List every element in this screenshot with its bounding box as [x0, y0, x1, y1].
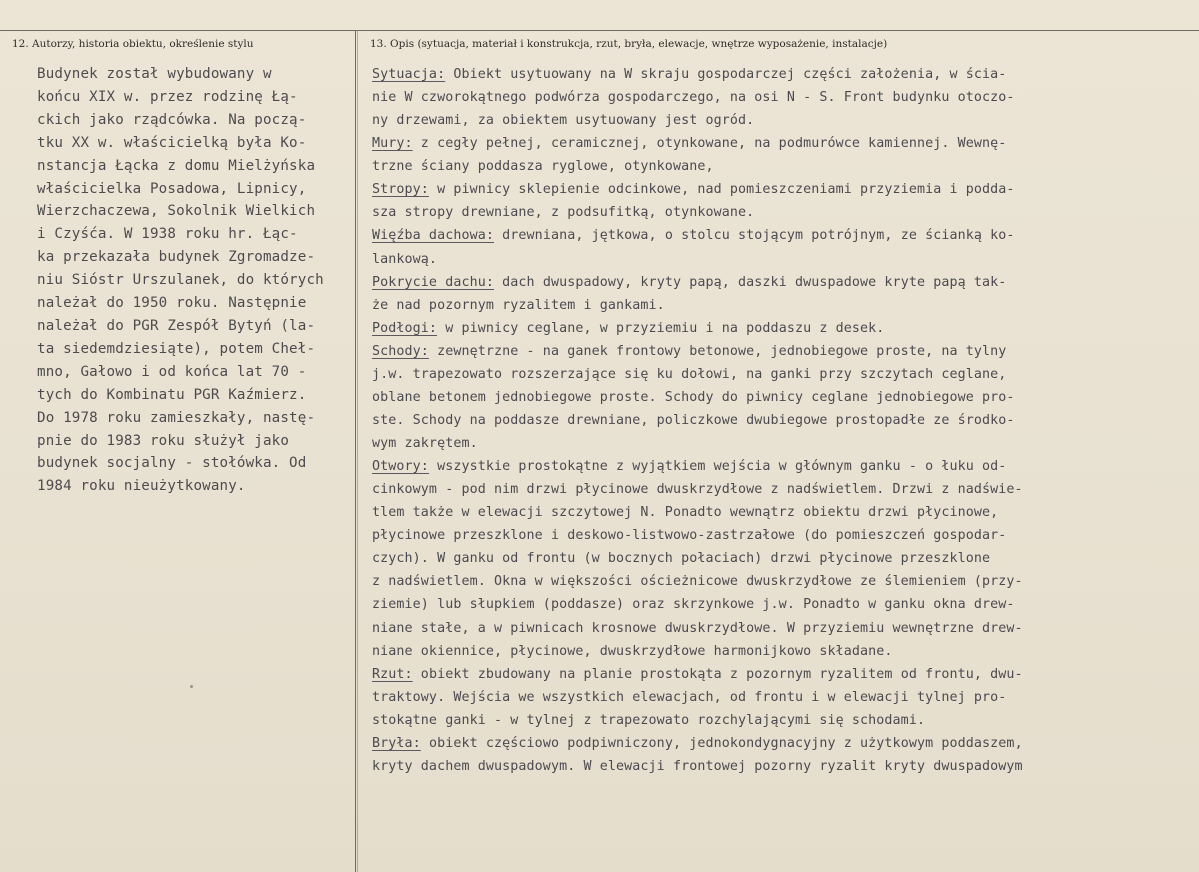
description-line — [372, 271, 1187, 294]
description-text-block — [372, 63, 1187, 778]
paper-speck — [190, 685, 193, 688]
line-text: obiekt częściowo podpiwniczony, jednokondygnacyjny z użytkowym poddaszem, — [420, 735, 1023, 751]
line-text: z cegły pełnej, ceramicznej, otynkowane, na podmurówce kamiennej. Wewnę- — [412, 136, 1007, 152]
description-line — [372, 248, 1187, 271]
description-line — [372, 640, 1187, 663]
column-12-heading: 12. Autorzy, historia obiektu, określenie stylu — [12, 38, 254, 50]
description-line — [372, 224, 1187, 247]
header-divider — [0, 30, 1199, 31]
line-text: nie W czworokątnego podwórza gospodarczego, na osi N - S. Front budynku otoczo- — [372, 90, 1015, 106]
history-line: końcu XIX w. przez rodzinę Łą- — [37, 88, 298, 105]
line-text: sza stropy drewniane, z podsufitką, otynkowane. — [372, 205, 755, 221]
description-line — [372, 455, 1187, 478]
column-13-heading: 13. Opis (sytuacja, materiał i konstrukcja, rzut, bryła, elewacje, wnętrze wyposażenie, instalacje) — [370, 38, 888, 50]
history-line: tku XX w. właścicielką była Ko- — [37, 134, 307, 151]
history-line: 1984 roku nieużytkowany. — [37, 478, 246, 495]
line-text: wym zakrętem. — [372, 436, 478, 451]
description-line — [372, 593, 1187, 616]
section-label: Pokrycie dachu: — [372, 274, 495, 290]
description-line — [372, 478, 1187, 501]
line-text: trzne ściany poddasza ryglowe, otynkowane, — [372, 159, 714, 175]
section-label: Podłogi: — [372, 320, 438, 336]
section-label: Sytuacja: — [372, 67, 446, 82]
line-text: czych). W ganku od frontu (w bocznych połaciach) drzwi płycinowe przeszklone — [372, 551, 991, 567]
line-text: ste. Schody na poddasze drewniane, policzkowe dwubiegowe prostopadłe ze środko- — [372, 412, 1015, 428]
history-line: ta siedemdziesiąte), potem Cheł- — [37, 340, 316, 357]
description-line — [372, 86, 1187, 109]
history-line: Wierzchaczewa, Sokolnik Wielkich — [37, 203, 316, 220]
history-line: pnie do 1983 roku służył jako — [37, 432, 290, 449]
line-text: dach dwuspadowy, kryty papą, daszki dwuspadowe kryte papą tak- — [494, 274, 1007, 290]
description-line — [372, 386, 1187, 409]
history-line: należał do 1950 roku. Następnie — [37, 295, 307, 312]
section-label: Otwory: — [372, 459, 429, 475]
line-text: traktowy. Wejścia we wszystkich elewacjach, od frontu i w elewacji tylnej pro- — [372, 689, 1007, 705]
description-line — [372, 363, 1187, 386]
history-line: mno, Gałowo i od końca lat 70 - — [37, 363, 307, 380]
description-line — [372, 524, 1187, 547]
description-line — [372, 294, 1187, 317]
history-line: nstancja Łącka z domu Mielżyńska — [37, 157, 316, 174]
line-text: wszystkie prostokątne z wyjątkiem wejścia w głównym ganku - o łuku od- — [428, 459, 1007, 475]
history-line: i Czyśća. W 1938 roku hr. Łąc- — [37, 226, 298, 243]
line-text: tlem także w elewacji szczytowej N. Ponadto wewnątrz obiektu drzwi płycinowe, — [372, 505, 999, 521]
line-text: obiekt zbudowany na planie prostokąta z pozornym ryzalitem od frontu, dwu- — [412, 666, 1023, 682]
line-text: drewniana, jętkowa, o stolcu stojącym potrójnym, ze ścianką ko- — [494, 228, 1015, 244]
line-text: ny drzewami, za obiektem usytuowany jest ogród. — [372, 113, 755, 129]
description-line — [372, 432, 1187, 455]
description-line — [372, 155, 1187, 178]
description-line — [372, 663, 1187, 686]
section-label: Więźba dachowa: — [372, 228, 495, 244]
section-label: Mury: — [372, 136, 413, 152]
history-line: ka przekazała budynek Zgromadze- — [37, 249, 316, 266]
line-text: stokątne ganki - w tylnej z trapezowato rozchylającymi się schodami. — [372, 712, 926, 728]
description-line — [372, 709, 1187, 732]
history-line: budynek socjalny - stołówka. Od — [37, 455, 307, 472]
history-line: Budynek został wybudowany w — [37, 66, 272, 82]
description-line — [372, 340, 1187, 363]
line-text: płycinowe przeszklone i deskowo-listwowo-zastrzałowe (do pomieszczeń gospodar- — [372, 528, 1007, 544]
line-text: lankową. — [372, 251, 438, 267]
history-line: tych do Kombinatu PGR Kaźmierz. — [37, 386, 307, 403]
line-text: Obiekt usytuowany na W skraju gospodarczej części założenia, w ścia- — [445, 67, 1007, 82]
description-line — [372, 63, 1187, 86]
description-line — [372, 317, 1187, 340]
column-divider — [355, 30, 356, 872]
description-line — [372, 201, 1187, 224]
section-label: Rzut: — [372, 666, 413, 682]
description-line — [372, 109, 1187, 132]
section-label: Schody: — [372, 343, 429, 359]
description-line — [372, 732, 1187, 755]
line-text: oblane betonem jednobiegowe proste. Schody do piwnicy ceglane jednobiegowe pro- — [372, 389, 1015, 405]
line-text: w piwnicy ceglane, w przyziemiu i na poddaszu z desek. — [437, 320, 885, 336]
line-text: kryty dachem dwuspadowym. W elewacji frontowej pozorny ryzalit kryty dwuspadowym — [372, 758, 1023, 774]
line-text: niane stałe, a w piwnicach krosnowe dwuskrzydłowe. W przyziemiu wewnętrzne drew- — [372, 620, 1023, 636]
description-line — [372, 755, 1187, 778]
history-line: niu Sióstr Urszulanek, do których — [37, 272, 324, 289]
description-line — [372, 617, 1187, 640]
history-line: Do 1978 roku zamieszkały, nastę- — [37, 409, 316, 426]
line-text: j.w. trapezowato rozszerzające się ku dołowi, na ganki przy szczytach ceglane, — [372, 366, 1007, 382]
description-line — [372, 132, 1187, 155]
line-text: ziemie) lub słupkiem (poddasze) oraz skrzynkowe j.w. Ponadto w ganku okna drew- — [372, 597, 1015, 613]
history-text-block — [37, 63, 355, 498]
description-line — [372, 501, 1187, 524]
line-text: z nadświetlem. Okna w większości ościeżnicowe dwuskrzydłowe ze ślemieniem (przy- — [372, 574, 1023, 590]
description-line — [372, 178, 1187, 201]
section-label: Bryła: — [372, 735, 421, 751]
line-text: zewnętrzne - na ganek frontowy betonowe, jednobiegowe proste, na tylny — [428, 343, 1007, 359]
history-line: ckich jako rządcówka. Na począ- — [37, 111, 307, 128]
description-line — [372, 570, 1187, 593]
line-text: niane okiennice, płycinowe, dwuskrzydłowe harmonijkowo składane. — [372, 643, 893, 659]
description-line — [372, 409, 1187, 432]
column-divider-shadow — [357, 30, 358, 872]
line-text: że nad pozornym ryzalitem i gankami. — [372, 297, 665, 313]
history-line: należał do PGR Zespół Bytyń (la- — [37, 317, 316, 334]
line-text: w piwnicy sklepienie odcinkowe, nad pomieszczeniami przyziemia i podda- — [428, 182, 1015, 198]
section-label: Stropy: — [372, 182, 429, 198]
description-line — [372, 547, 1187, 570]
history-line: właścicielka Posadowa, Lipnicy, — [37, 180, 307, 197]
line-text: cinkowym - pod nim drzwi płycinowe dwuskrzydłowe z nadświetlem. Drzwi z nadświe- — [372, 482, 1023, 498]
description-line — [372, 686, 1187, 709]
